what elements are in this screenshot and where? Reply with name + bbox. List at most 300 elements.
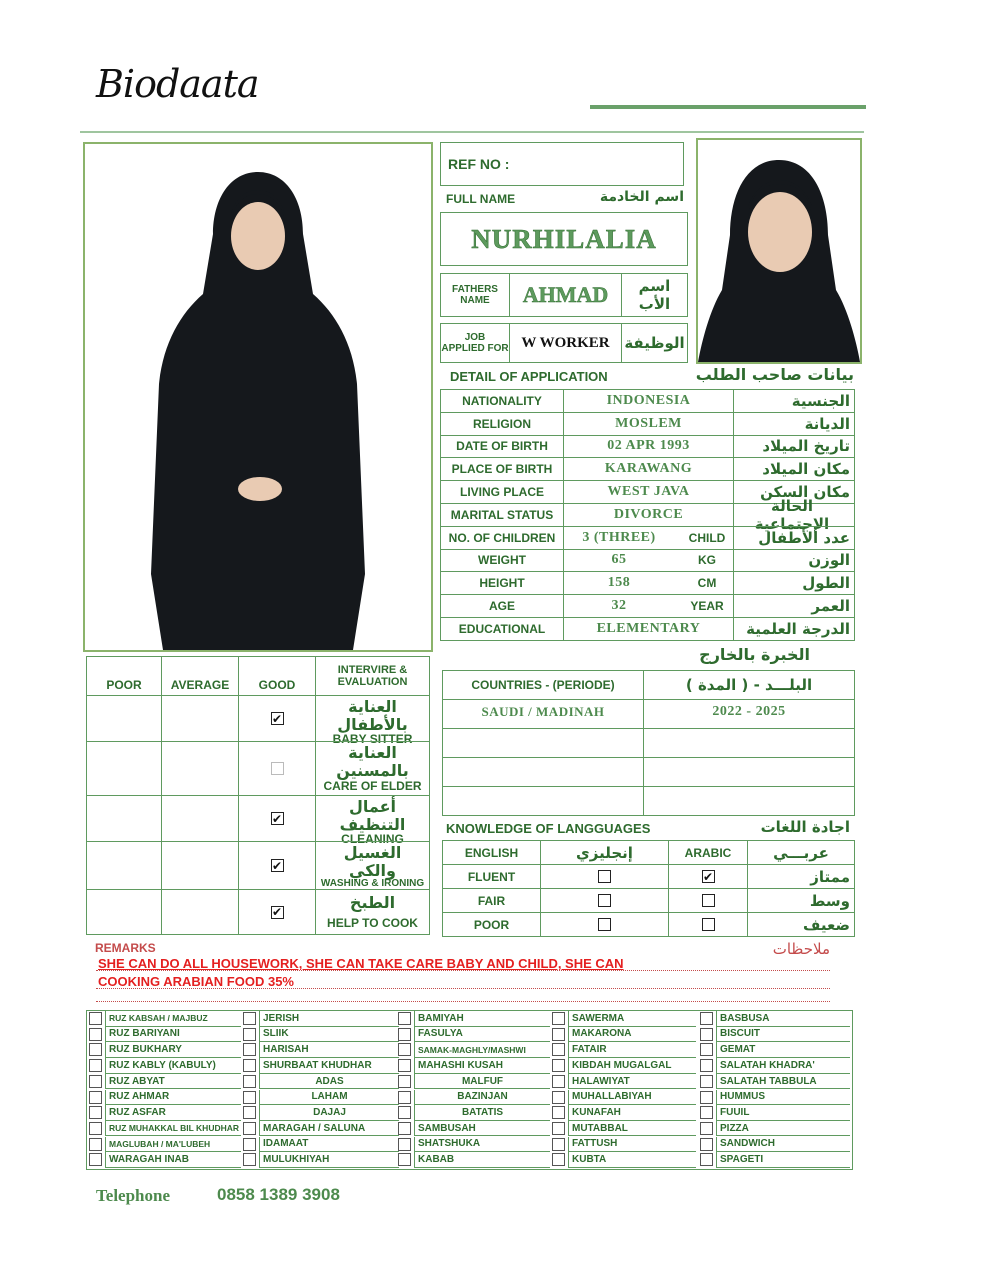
food-checkbox[interactable]	[89, 1091, 102, 1104]
food-item	[414, 1105, 550, 1121]
food-checkbox[interactable]	[89, 1075, 102, 1088]
food-item-label: SALATAH KHADRA'	[720, 1059, 815, 1071]
lang-english-cell	[540, 912, 669, 937]
food-checkbox[interactable]	[700, 1059, 713, 1072]
languages-heading: KNOWLEDGE OF LANGGUAGES	[446, 821, 651, 836]
detail-unit: YEAR	[690, 599, 724, 614]
food-item	[105, 1137, 241, 1153]
food-item-label: HALAWIYAT	[572, 1075, 630, 1087]
good-checkbox[interactable]: ✔	[271, 711, 283, 726]
food-item-label: MALFUF	[461, 1075, 504, 1087]
arabic-checkbox[interactable]: ✔	[702, 869, 714, 884]
food-item	[414, 1090, 550, 1106]
detail-ar-cell	[733, 549, 855, 573]
detail-label-cell	[440, 571, 564, 595]
arabic-checkbox[interactable]	[702, 894, 715, 907]
poor-cell	[86, 695, 162, 742]
food-item	[105, 1074, 241, 1090]
good-checkbox[interactable]: ✔	[271, 858, 283, 873]
good-cell	[238, 889, 316, 935]
detail-ar-cell	[733, 496, 855, 533]
lang-level-cell	[442, 864, 541, 889]
detail-value: 02 APR 1993	[607, 438, 690, 454]
detail-value-cell	[563, 457, 734, 481]
detail-value-cell	[563, 480, 734, 504]
full-body-photo	[83, 142, 433, 652]
skills-evaluation-table	[86, 656, 430, 941]
experience-country-cell	[442, 786, 644, 816]
experience-country-cell	[442, 728, 644, 758]
father-value: AHMAD	[522, 282, 609, 307]
food-checkbox[interactable]	[243, 1138, 256, 1151]
languages-heading-ar: اجادة اللغات	[760, 818, 850, 836]
experience-period-cell	[643, 699, 855, 729]
food-checkbox[interactable]	[700, 1122, 713, 1135]
detail-label-cell	[440, 503, 564, 527]
details-heading: DETAIL OF APPLICATION	[450, 369, 608, 384]
food-checkbox[interactable]	[398, 1091, 411, 1104]
food-checkbox[interactable]	[700, 1138, 713, 1151]
food-item	[414, 1027, 550, 1043]
food-checkbox[interactable]	[89, 1138, 102, 1151]
food-item	[105, 1090, 241, 1106]
food-checkbox[interactable]	[89, 1012, 102, 1025]
food-item	[414, 1152, 550, 1168]
lang-english-header: ENGLISH	[464, 845, 519, 860]
skill-label: CARE OF ELDER	[323, 779, 422, 794]
food-item	[716, 1152, 850, 1168]
good-cell	[238, 741, 316, 796]
detail-label: DATE OF BIRTH	[456, 439, 548, 454]
food-item-label: FUUIL	[720, 1106, 750, 1118]
food-checkbox[interactable]	[398, 1106, 411, 1119]
food-checkbox[interactable]	[243, 1075, 256, 1088]
father-label-2: NAME	[460, 295, 490, 306]
detail-label-cell	[440, 457, 564, 481]
detail-ar-cell	[733, 457, 855, 481]
detail-label-cell	[440, 480, 564, 504]
experience-col-ar: البلـــد - ( المدة )	[685, 676, 813, 694]
lang-level: FAIR	[477, 893, 506, 908]
food-checkbox[interactable]	[700, 1091, 713, 1104]
food-item	[716, 1090, 850, 1106]
detail-label: RELIGION	[472, 416, 531, 431]
woman-portrait-icon	[698, 140, 860, 362]
food-item-label: RUZ ASFAR	[109, 1106, 166, 1118]
food-item	[716, 1058, 850, 1074]
detail-value-cell	[563, 594, 734, 618]
food-checkbox[interactable]	[552, 1153, 565, 1166]
food-item-label: WARAGAH INAB	[109, 1154, 189, 1166]
detail-ar-cell	[733, 617, 855, 641]
food-item	[716, 1027, 850, 1043]
father-label-1: FATHERS	[452, 284, 498, 295]
good-cell	[238, 841, 316, 890]
english-checkbox[interactable]	[598, 918, 611, 931]
full-name-box	[440, 212, 688, 266]
detail-value-cell	[563, 389, 734, 413]
job-label-cell	[440, 323, 510, 363]
detail-label-ar: الديانة	[804, 414, 850, 433]
food-checkbox[interactable]	[243, 1122, 256, 1135]
poor-cell	[86, 741, 162, 796]
job-label-2: APPLIED FOR	[441, 343, 509, 354]
skill-label-cell	[315, 695, 430, 747]
father-label-cell	[440, 273, 510, 317]
detail-value: MOSLEM	[615, 415, 682, 431]
detail-label: NATIONALITY	[462, 393, 542, 408]
food-item	[414, 1058, 550, 1074]
skill-label: WASHING & IRONING	[320, 878, 425, 890]
food-checkbox[interactable]	[89, 1059, 102, 1072]
detail-ar-cell	[733, 412, 855, 436]
food-item-label: SALATAH TABBULA	[720, 1075, 817, 1087]
lang-english-cell	[540, 864, 669, 889]
food-checkbox[interactable]	[243, 1028, 256, 1041]
skill-label: CLEANING	[341, 832, 404, 847]
food-item-label: BATATIS	[461, 1106, 504, 1118]
lang-arabic-cell	[668, 888, 748, 913]
english-checkbox[interactable]	[598, 894, 611, 907]
food-checkbox[interactable]	[398, 1043, 411, 1056]
experience-period: 2022 - 2025	[712, 704, 786, 719]
detail-value-cell	[563, 617, 734, 641]
lang-level-cell	[442, 888, 541, 913]
good-checkbox[interactable]: ✔	[271, 811, 283, 826]
food-item-label: SHATSHUKA	[418, 1138, 481, 1150]
detail-label-ar: مكان الميلاد	[762, 460, 850, 479]
food-checkbox[interactable]	[398, 1059, 411, 1072]
detail-label-ar: الوزن	[808, 551, 850, 570]
food-item	[105, 1152, 241, 1168]
food-checkbox[interactable]	[552, 1075, 565, 1088]
food-checkbox[interactable]	[700, 1012, 713, 1025]
detail-label: LIVING PLACE	[459, 485, 544, 500]
lang-level-ar-cell	[747, 888, 855, 913]
food-item	[568, 1074, 696, 1090]
food-item	[716, 1011, 850, 1027]
food-item-label: FASULYA	[418, 1028, 463, 1040]
lang-level-ar-cell	[747, 912, 855, 937]
detail-ar-cell	[733, 571, 855, 595]
food-item	[414, 1011, 550, 1027]
detail-label-cell	[440, 435, 564, 459]
job-label-ar: الوظيفة	[624, 334, 685, 352]
food-item-label: MAGLUBAH / MA'LUBEH	[109, 1138, 211, 1149]
food-item	[716, 1042, 850, 1058]
evaluation-header-2: EVALUATION	[337, 676, 408, 688]
detail-label: HEIGHT	[479, 576, 525, 591]
detail-value: DIVORCE	[613, 506, 684, 522]
food-item	[716, 1074, 850, 1090]
detail-value-cell	[563, 503, 734, 527]
food-item-label: ADAS	[315, 1075, 344, 1087]
experience-col-countries: COUNTRIES - (PERIODE)	[471, 678, 615, 692]
food-checkbox[interactable]	[89, 1043, 102, 1056]
food-item	[259, 1074, 399, 1090]
food-checkbox[interactable]	[89, 1106, 102, 1119]
food-checkbox[interactable]	[243, 1106, 256, 1119]
experience-table	[442, 670, 855, 814]
average-cell	[161, 695, 239, 742]
detail-value-cell	[563, 549, 734, 573]
food-checkbox[interactable]	[552, 1106, 565, 1119]
food-item-label: RUZ BARIYANI	[109, 1028, 180, 1040]
detail-label-cell	[440, 526, 564, 550]
food-item	[414, 1042, 550, 1058]
skill-label: BABY SITTER	[332, 732, 413, 747]
food-item-label: SHURBAAT KHUDHAR	[263, 1059, 372, 1071]
detail-value-cell	[563, 435, 734, 459]
poor-cell	[86, 795, 162, 842]
good-checkbox[interactable]: ✔	[271, 905, 283, 919]
food-checkbox[interactable]	[700, 1028, 713, 1041]
food-checkbox[interactable]	[700, 1153, 713, 1166]
food-item	[105, 1011, 241, 1027]
father-label-ar: اسم الأب	[638, 277, 671, 313]
ref-label: REF NO :	[448, 156, 510, 172]
detail-ar-cell	[733, 526, 855, 550]
job-ar-cell	[621, 323, 688, 363]
skill-label-ar: الغسيل والكي	[343, 843, 402, 880]
food-item	[259, 1011, 399, 1027]
food-item	[259, 1090, 399, 1106]
food-item-label: SAMAK-MAGHLY/MASHWI	[418, 1044, 526, 1055]
detail-ar-cell	[733, 389, 855, 413]
food-item	[414, 1137, 550, 1153]
food-checkbox[interactable]	[552, 1012, 565, 1025]
experience-period-cell	[643, 728, 855, 758]
remarks-label-ar: ملاحظات	[772, 940, 830, 958]
skills-header: POOR	[106, 678, 142, 692]
food-checkbox[interactable]	[552, 1091, 565, 1104]
food-checkbox[interactable]	[398, 1028, 411, 1041]
arabic-checkbox[interactable]	[702, 918, 715, 931]
food-item	[105, 1121, 241, 1137]
food-item-label: KIBDAH MUGALGAL	[572, 1059, 672, 1071]
detail-value-cell	[563, 526, 734, 550]
food-checkbox[interactable]	[398, 1153, 411, 1166]
food-item	[414, 1121, 550, 1137]
food-item-label: SAMBUSAH	[418, 1122, 476, 1134]
poor-cell	[86, 841, 162, 890]
detail-value-cell	[563, 412, 734, 436]
food-item	[568, 1027, 696, 1043]
food-item-label: SLIIK	[263, 1028, 289, 1040]
detail-label: AGE	[488, 599, 515, 614]
remarks-line-2: COOKING ARABIAN FOOD 35%	[98, 974, 294, 989]
good-cell	[238, 695, 316, 742]
detail-label: MARITAL STATUS	[450, 507, 554, 522]
food-item	[716, 1121, 850, 1137]
header-divider	[80, 131, 864, 133]
detail-label-cell	[440, 549, 564, 573]
detail-label-ar: تاريخ الميلاد	[762, 437, 850, 456]
telephone-label: Telephone	[96, 1186, 171, 1205]
food-item	[105, 1027, 241, 1043]
remarks-dotline-3	[96, 1001, 830, 1002]
food-item-label: DAJAJ	[313, 1106, 346, 1118]
experience-period-cell	[643, 757, 855, 787]
skill-label-ar: أعمال التنظيف	[339, 797, 406, 834]
skill-label-ar: العناية بالأطفال	[337, 697, 408, 734]
food-item-label: RUZ MUHAKKAL BIL KHUDHAR	[109, 1123, 240, 1134]
food-item-label: MAHASHI KUSAH	[418, 1059, 503, 1071]
food-item-label: MARAGAH / SALUNA	[263, 1122, 366, 1134]
detail-value-cell	[563, 571, 734, 595]
full-name-label: FULL NAME	[446, 192, 516, 206]
food-checkbox[interactable]	[243, 1043, 256, 1056]
food-item-label: BISCUIT	[720, 1028, 760, 1040]
evaluation-header-cell	[315, 656, 430, 696]
experience-country-cell	[442, 757, 644, 787]
food-item-label: MAKARONA	[572, 1028, 632, 1040]
father-ar-cell	[621, 273, 688, 317]
food-checkbox[interactable]	[700, 1075, 713, 1088]
food-item	[105, 1042, 241, 1058]
lang-level: FLUENT	[467, 869, 516, 884]
food-item-label: SAWERMA	[572, 1012, 625, 1024]
skill-label-ar: الطبخ	[349, 893, 396, 913]
food-item	[259, 1027, 399, 1043]
skill-label: HELP TO COOK	[327, 915, 418, 930]
detail-unit: CM	[697, 576, 717, 591]
food-checkbox[interactable]	[398, 1122, 411, 1135]
detail-label-ar: مكان السكن	[760, 483, 850, 502]
food-item-label: MUHALLABIYAH	[572, 1091, 652, 1103]
food-item-label: FATTUSH	[572, 1138, 618, 1150]
food-checkbox[interactable]	[552, 1059, 565, 1072]
job-value-cell	[509, 323, 622, 363]
food-item-label: IDAMAAT	[263, 1138, 309, 1150]
portrait-photo	[696, 138, 862, 364]
detail-value: 65	[611, 552, 627, 568]
full-name-label-ar: اسم الخادمة	[599, 189, 684, 205]
skill-label-ar: العناية بالمسنين	[336, 743, 409, 780]
skill-label-cell	[315, 795, 430, 847]
food-item	[568, 1137, 696, 1153]
food-item-label: LAHAM	[311, 1091, 348, 1103]
food-item	[105, 1058, 241, 1074]
skills-header: GOOD	[258, 678, 296, 692]
food-item-label: KABAB	[418, 1154, 455, 1166]
detail-unit: CHILD	[688, 530, 726, 545]
detail-value: 158	[607, 575, 631, 591]
good-checkbox[interactable]	[271, 762, 284, 775]
food-checkbox[interactable]	[243, 1059, 256, 1072]
food-checkbox[interactable]	[243, 1012, 256, 1025]
food-item	[414, 1074, 550, 1090]
skill-label-cell	[315, 889, 430, 935]
detail-label-ar: الدرجة العلمية	[746, 619, 850, 638]
lang-level-ar: ممتاز	[810, 867, 850, 886]
lang-english-header-cell	[442, 840, 541, 865]
food-item-label: BAMIYAH	[418, 1012, 464, 1024]
remarks-line-1: SHE CAN DO ALL HOUSEWORK, SHE CAN TAKE CARE BABY AND CHILD, SHE CAN	[98, 956, 624, 971]
food-item-label: RUZ AHMAR	[109, 1091, 170, 1103]
food-item	[568, 1011, 696, 1027]
detail-value: 32	[611, 598, 627, 614]
detail-label: PLACE OF BIRTH	[451, 462, 553, 477]
food-checkbox[interactable]	[243, 1153, 256, 1166]
detail-label-ar: الطول	[802, 574, 850, 593]
food-checkbox[interactable]	[552, 1028, 565, 1041]
food-item-label: JERISH	[263, 1012, 300, 1024]
detail-label-ar: الحالة الإجتماعية	[754, 496, 830, 533]
skill-label-cell	[315, 841, 430, 890]
food-item-label: FATAIR	[572, 1044, 607, 1056]
food-checkbox[interactable]	[398, 1012, 411, 1025]
page-title: Biodaata	[96, 62, 259, 106]
food-list-table	[86, 1010, 853, 1170]
food-item-label: HARISAH	[263, 1044, 309, 1056]
food-checkbox[interactable]	[700, 1043, 713, 1056]
food-checkbox[interactable]	[89, 1122, 102, 1135]
food-item	[259, 1152, 399, 1168]
food-checkbox[interactable]	[552, 1138, 565, 1151]
detail-ar-cell	[733, 594, 855, 618]
food-checkbox[interactable]	[89, 1028, 102, 1041]
job-value: W WORKER	[521, 334, 610, 351]
average-cell	[161, 795, 239, 842]
food-item-label: SANDWICH	[720, 1138, 775, 1150]
food-item-label: HUMMUS	[720, 1091, 765, 1103]
details-heading-ar: بيانات صاحب الطلب	[695, 365, 854, 384]
food-item	[259, 1121, 399, 1137]
experience-period-cell	[643, 786, 855, 816]
food-item	[259, 1137, 399, 1153]
lang-level-ar: وسط	[809, 891, 850, 910]
food-checkbox[interactable]	[89, 1153, 102, 1166]
poor-cell	[86, 889, 162, 935]
food-item	[568, 1105, 696, 1121]
detail-unit: KG	[698, 553, 716, 568]
experience-header-ar-cell	[643, 670, 855, 700]
skills-header: AVERAGE	[170, 678, 230, 692]
food-item-label: MUTABBAL	[572, 1122, 628, 1134]
lang-arabic-ar-header-cell	[747, 840, 855, 865]
food-item-label: RUZ BUKHARY	[109, 1044, 182, 1056]
food-checkbox[interactable]	[552, 1122, 565, 1135]
english-checkbox[interactable]	[598, 870, 611, 883]
good-cell	[238, 795, 316, 842]
food-item	[259, 1105, 399, 1121]
detail-label: WEIGHT	[478, 553, 526, 568]
food-checkbox[interactable]	[398, 1075, 411, 1088]
skill-label-cell	[315, 741, 430, 796]
average-cell	[161, 889, 239, 935]
food-item-label: SPAGETI	[720, 1154, 764, 1166]
food-item	[568, 1058, 696, 1074]
lang-level-cell	[442, 912, 541, 937]
detail-value: KARAWANG	[604, 461, 693, 477]
food-item-label: RUZ ABYAT	[109, 1075, 165, 1087]
food-checkbox[interactable]	[243, 1091, 256, 1104]
food-checkbox[interactable]	[552, 1043, 565, 1056]
detail-label-cell	[440, 594, 564, 618]
detail-label-ar: عدد الأطفال	[758, 528, 850, 547]
food-item	[259, 1042, 399, 1058]
food-item-label: RUZ KABLY (KABULY)	[109, 1059, 216, 1071]
detail-ar-cell	[733, 435, 855, 459]
food-item-label: PIZZA	[720, 1122, 749, 1134]
lang-english-ar-header: إنجليزي	[576, 843, 633, 862]
food-item	[259, 1058, 399, 1074]
food-checkbox[interactable]	[700, 1106, 713, 1119]
food-item-label: GEMAT	[720, 1044, 756, 1056]
food-checkbox[interactable]	[398, 1138, 411, 1151]
food-item-label: BASBUSA	[720, 1012, 770, 1024]
